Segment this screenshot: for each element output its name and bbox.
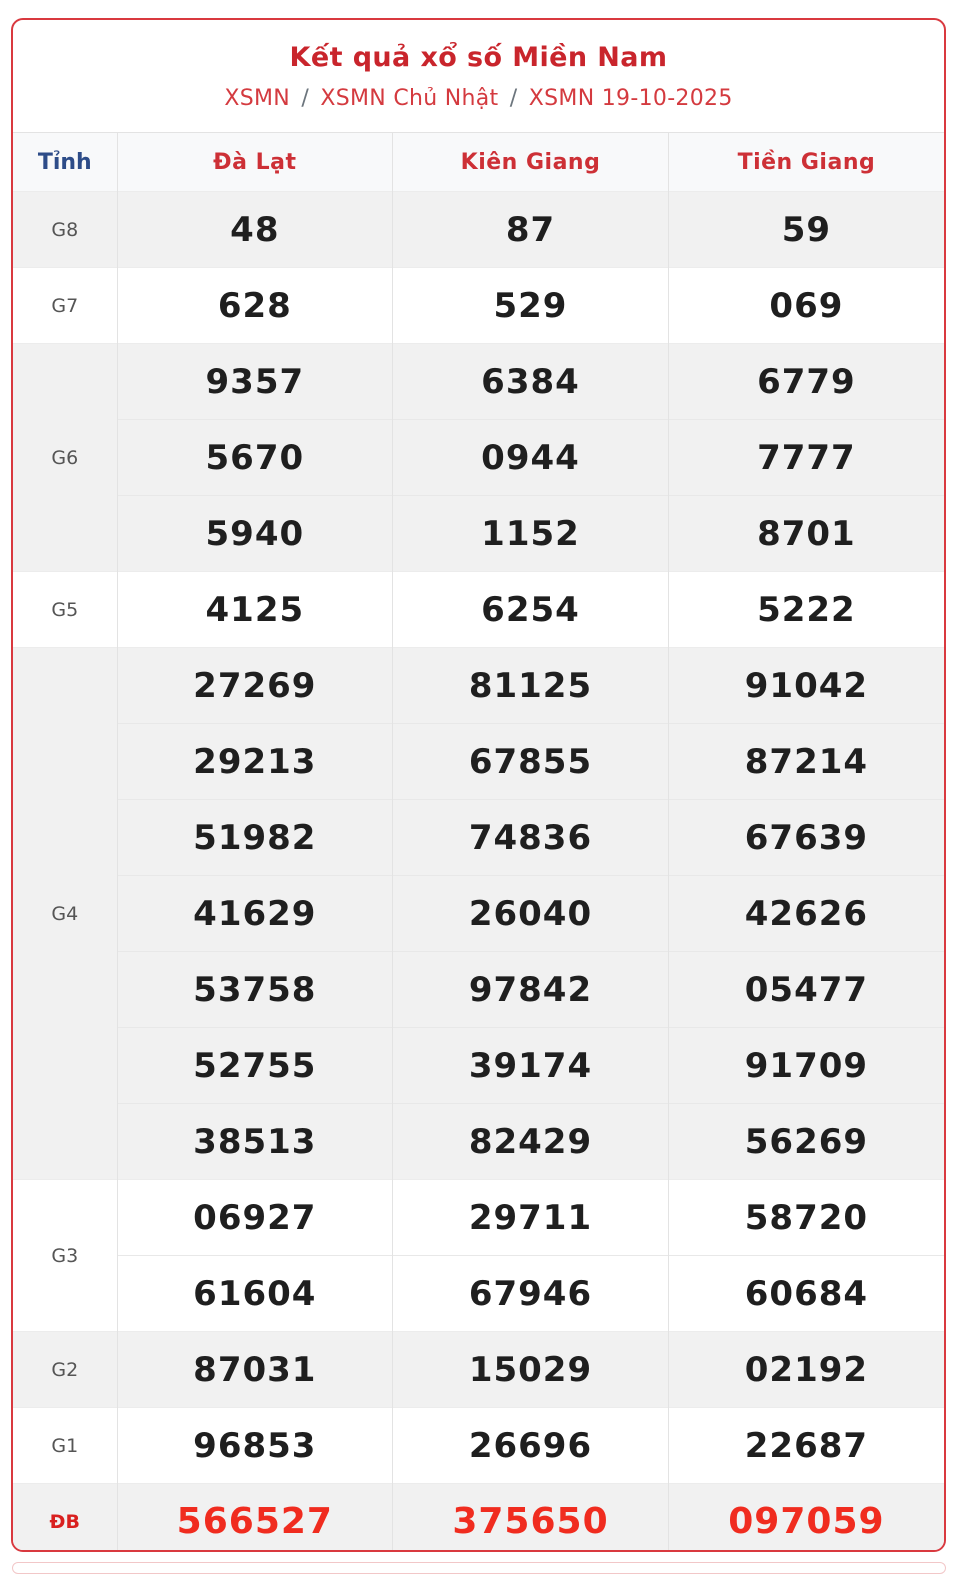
prize-number: 529 xyxy=(393,268,669,344)
breadcrumb-link-xsmn-date[interactable]: XSMN 19-10-2025 xyxy=(528,86,733,111)
prize-number: 8701 xyxy=(668,496,944,572)
prize-number: 59 xyxy=(668,192,944,268)
prize-number: 91042 xyxy=(668,648,944,724)
prize-number: 06927 xyxy=(117,1180,393,1256)
prize-number: 87214 xyxy=(668,724,944,800)
prize-row xyxy=(13,572,944,648)
prize-row xyxy=(13,1180,944,1256)
results-table xyxy=(13,132,944,1552)
prize-number: 02192 xyxy=(668,1332,944,1408)
prize-number: 5940 xyxy=(117,496,393,572)
prize-number: 29711 xyxy=(393,1180,669,1256)
prize-label: G5 xyxy=(13,572,117,648)
prize-number: 6254 xyxy=(393,572,669,648)
prize-row xyxy=(13,268,944,344)
prize-row xyxy=(13,1028,944,1104)
prize-number: 42626 xyxy=(668,876,944,952)
prize-row xyxy=(13,496,944,572)
table-header-row xyxy=(13,133,944,192)
prize-row xyxy=(13,420,944,496)
prize-number: 5222 xyxy=(668,572,944,648)
prize-number: 5670 xyxy=(117,420,393,496)
special-prize-number: 375650 xyxy=(393,1484,669,1553)
special-prize-number: 097059 xyxy=(668,1484,944,1553)
prize-row xyxy=(13,724,944,800)
prize-number: 15029 xyxy=(393,1332,669,1408)
prize-number: 61604 xyxy=(117,1256,393,1332)
prize-label: ĐB xyxy=(13,1484,117,1553)
prize-label: G7 xyxy=(13,268,117,344)
prize-number: 67855 xyxy=(393,724,669,800)
page-title: Kết quả xổ số Miền Nam xyxy=(289,42,668,73)
breadcrumb xyxy=(13,85,944,113)
prize-number: 26696 xyxy=(393,1408,669,1484)
results-card xyxy=(11,18,946,1552)
prize-number: 7777 xyxy=(668,420,944,496)
prize-label: G3 xyxy=(13,1180,117,1332)
breadcrumb-separator: / xyxy=(301,86,310,111)
prize-number: 87 xyxy=(393,192,669,268)
prize-row xyxy=(13,1332,944,1408)
prize-number: 6779 xyxy=(668,344,944,420)
prize-number: 67946 xyxy=(393,1256,669,1332)
prize-label: G1 xyxy=(13,1408,117,1484)
prize-number: 38513 xyxy=(117,1104,393,1180)
prize-table-body xyxy=(13,192,944,1553)
breadcrumb-link-xsmn-chu-nhat[interactable]: XSMN Chủ Nhật xyxy=(320,86,499,111)
prize-number: 58720 xyxy=(668,1180,944,1256)
prize-number: 60684 xyxy=(668,1256,944,1332)
prize-number: 91709 xyxy=(668,1028,944,1104)
prize-number: 26040 xyxy=(393,876,669,952)
prize-row xyxy=(13,876,944,952)
column-header-province[interactable]: Đà Lạt xyxy=(117,133,393,192)
prize-row xyxy=(13,192,944,268)
prize-number: 81125 xyxy=(393,648,669,724)
prize-label: G2 xyxy=(13,1332,117,1408)
prize-number: 52755 xyxy=(117,1028,393,1104)
prize-number: 74836 xyxy=(393,800,669,876)
column-header-province[interactable]: Kiên Giang xyxy=(393,133,669,192)
prize-number: 0944 xyxy=(393,420,669,496)
prize-number: 4125 xyxy=(117,572,393,648)
prize-number: 41629 xyxy=(117,876,393,952)
prize-row xyxy=(13,1256,944,1332)
results-header xyxy=(13,20,944,132)
prize-number: 82429 xyxy=(393,1104,669,1180)
breadcrumb-separator: / xyxy=(509,86,518,111)
prize-number: 87031 xyxy=(117,1332,393,1408)
prize-row xyxy=(13,800,944,876)
column-header-tinh: Tỉnh xyxy=(13,133,117,192)
prize-number: 51982 xyxy=(117,800,393,876)
prize-number: 1152 xyxy=(393,496,669,572)
prize-number: 22687 xyxy=(668,1408,944,1484)
prize-number: 67639 xyxy=(668,800,944,876)
prize-number: 29213 xyxy=(117,724,393,800)
prize-row xyxy=(13,952,944,1028)
prize-number: 9357 xyxy=(117,344,393,420)
breadcrumb-link-xsmn[interactable]: XSMN xyxy=(224,86,291,111)
prize-number: 628 xyxy=(117,268,393,344)
next-card-edge xyxy=(12,1562,946,1574)
prize-number: 069 xyxy=(668,268,944,344)
column-header-province[interactable]: Tiền Giang xyxy=(668,133,944,192)
prize-row xyxy=(13,1484,944,1553)
prize-number: 56269 xyxy=(668,1104,944,1180)
prize-number: 27269 xyxy=(117,648,393,724)
prize-number: 48 xyxy=(117,192,393,268)
prize-number: 97842 xyxy=(393,952,669,1028)
prize-number: 6384 xyxy=(393,344,669,420)
prize-row xyxy=(13,344,944,420)
prize-row xyxy=(13,1408,944,1484)
prize-number: 39174 xyxy=(393,1028,669,1104)
special-prize-number: 566527 xyxy=(117,1484,393,1553)
prize-number: 05477 xyxy=(668,952,944,1028)
prize-number: 96853 xyxy=(117,1408,393,1484)
prize-number: 53758 xyxy=(117,952,393,1028)
prize-label: G4 xyxy=(13,648,117,1180)
prize-row xyxy=(13,648,944,724)
prize-row xyxy=(13,1104,944,1180)
prize-label: G6 xyxy=(13,344,117,572)
prize-label: G8 xyxy=(13,192,117,268)
